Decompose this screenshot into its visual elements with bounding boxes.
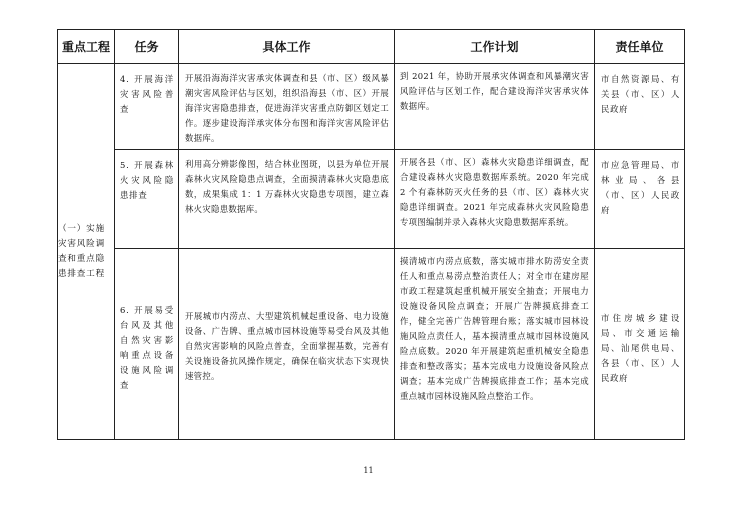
task-text: 5. 开展森林火灾风险隐患排查 bbox=[120, 160, 174, 200]
header-specific-work: 具体工作 bbox=[179, 30, 395, 64]
plan-text: 开展各县（市、区）森林火灾隐患详细调查，配合建设森林火灾隐患数据库系统。2020 年完成 2 个有森林防灭火任务的县（市、区）森林火灾隐患详细调查。2021 年完成森林火灾风险隐患专项图编制并录入森林火灾隐患数据库系统。 bbox=[400, 157, 589, 227]
work-text: 开展城市内涝点、大型建筑机械起重设备、电力设施设备、广告牌、重点城市园林设施等易受台风及其他自然灾害影响的风险点普查，全面掌握基数，完善有关设施设备抗风操作规定，确保在临灾状态下实现快速管控。 bbox=[185, 310, 389, 381]
project-cell: （一）实施灾害风险调查和重点隐患排查工程 bbox=[58, 64, 115, 440]
work-cell bbox=[179, 64, 395, 150]
table-row bbox=[58, 64, 685, 150]
unit-text: 市应急管理局、市林业局、各县（市、区）人民政府 bbox=[601, 160, 680, 215]
unit-cell bbox=[595, 64, 685, 150]
task-cell bbox=[115, 249, 179, 440]
header-responsible-unit: 责任单位 bbox=[595, 30, 685, 64]
header-key-project: 重点工程 bbox=[58, 30, 115, 64]
plan-cell bbox=[395, 64, 595, 150]
task-text: 6. 开展易受台风及其他自然灾害影响重点设备设施风险调查 bbox=[120, 305, 174, 390]
task-cell bbox=[115, 150, 179, 249]
plan-cell bbox=[395, 150, 595, 249]
plan-text: 到 2021 年，协助开展承灾体调查和风暴潮灾害风险评估与区划工作，配合建设海洋灾害承灾体数据库。 bbox=[400, 71, 589, 111]
unit-cell bbox=[595, 150, 685, 249]
work-cell bbox=[179, 249, 395, 440]
table-row bbox=[58, 249, 685, 440]
header-task: 任务 bbox=[115, 30, 179, 64]
plan-cell bbox=[395, 249, 595, 440]
table-header-row bbox=[58, 30, 685, 64]
plan-text: 摸清城市内涝点底数，落实城市排水防涝安全责任人和重点易涝点整治责任人；对全市在建房屋市政工程建筑起重机械开展安全抽查；开展电力设施设备风险点调查；开展广告牌摸底排查工作，健全完善广告牌管理台账；落实城市园林设施风险点责任人，基本摸清重点城市园林设施风险点底数。2020 年开展建筑起重机械安全隐患排查和整改落实；基本完成电力设施设备风险点调查；基本完成广告牌摸底排查工作；基本完成重点城市园林设施风险点整治工作。 bbox=[400, 256, 589, 401]
work-text: 开展沿海海洋灾害承灾体调查和县（市、区）级风暴潮灾害风险评估与区划，组织沿海县（市、区）开展海洋灾害隐患排查，促进海洋灾害重点防御区划定工作。逐步建设海洋承灾体分布图和海洋灾害风险评估数据库。 bbox=[185, 73, 389, 143]
task-text: 4. 开展海洋灾害风险普查 bbox=[120, 74, 174, 114]
work-cell bbox=[179, 150, 395, 249]
unit-text: 市住房城乡建设局、市交通运输局、汕尾供电局、各县（市、区）人民政府 bbox=[601, 312, 680, 383]
plan-table bbox=[57, 29, 685, 440]
unit-text: 市自然资源局、有关县（市、区）人民政府 bbox=[601, 74, 680, 114]
unit-cell bbox=[595, 249, 685, 440]
table-row bbox=[58, 150, 685, 249]
header-work-plan: 工作计划 bbox=[395, 30, 595, 64]
work-text: 利用高分辨影像图，结合林业图斑，以县为单位开展森林火灾风险隐患点调查，全面摸清森林火灾隐患底数，成果集成 1：1 万森林火灾隐患专项图，建立森林火灾隐患数据库。 bbox=[185, 159, 389, 214]
page-number: 11 bbox=[363, 466, 374, 475]
task-cell bbox=[115, 64, 179, 150]
